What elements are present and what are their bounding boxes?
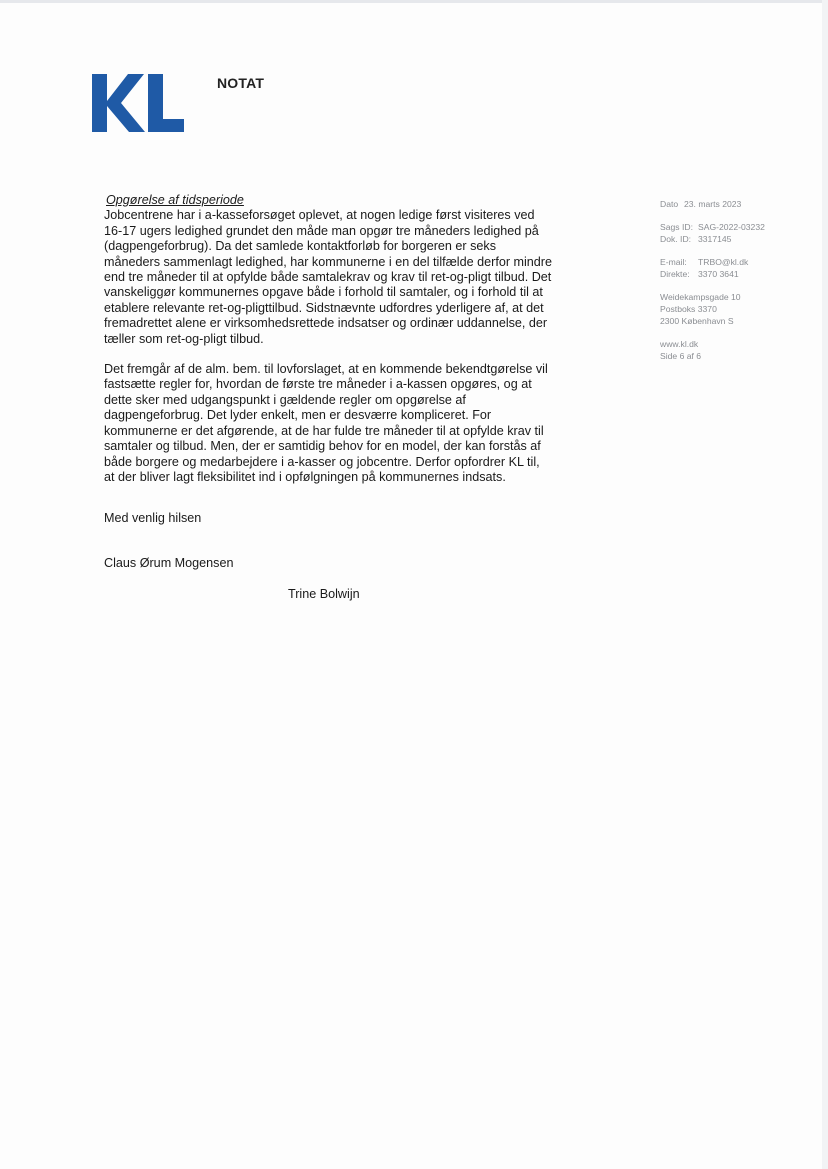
address-line-2: Postboks 3370 bbox=[660, 304, 717, 314]
meta-contact-group bbox=[660, 256, 810, 280]
email-value[interactable]: TRBO@kl.dk bbox=[698, 257, 749, 267]
meta-ids-group bbox=[660, 221, 810, 245]
document-type: NOTAT bbox=[217, 75, 265, 91]
scan-edge-right bbox=[822, 0, 828, 1169]
page-number: Side 6 af 6 bbox=[660, 351, 702, 361]
memo-body bbox=[104, 193, 552, 485]
website-link[interactable]: www.kl.dk bbox=[660, 339, 699, 349]
closing-greeting: Med venlig hilsen bbox=[104, 511, 202, 525]
paragraph-1 bbox=[104, 193, 552, 347]
sags-id-value: SAG-2022-03232 bbox=[698, 222, 765, 232]
date-label: Dato bbox=[660, 199, 679, 209]
meta-date-group bbox=[660, 198, 810, 210]
paragraph-1-text: Jobcentrene har i a-kasseforsøget oplevet, at nogen ledige først visiteres ved 16-17 ugers ledighed grundet den måde man opgør tre måneders ledighed på (dagpengeforbrug). Da det samlede kontaktforløb for borgeren er seks måneders sammenlagt ledighed, har kommunerne i en del tilfælde derfor mindre end tre måneder til at opfylde både samtalekrav og krav til ret-og-pligt tilbud. Det vanskeliggør kommunernes opgave både i forhold til samtaler, og i forhold til at etablere relevante ret-og-pligttilbud. Sidstnævnte udfordres yderligere af, at det fremadrettet alene er virksomhedsrettede indsatser og ordinær uddannelse, der tæller som ret-og-pligt tilbud. bbox=[104, 208, 553, 346]
signer-name-2: Trine Bolwijn bbox=[288, 587, 360, 601]
dok-id-label: Dok. ID: bbox=[660, 234, 692, 244]
email-label: E-mail: bbox=[660, 257, 687, 267]
metadata-column bbox=[660, 198, 810, 373]
paragraph-2: Det fremgår af de alm. bem. til lovforslaget, at en kommende bekendtgørelse vil fastsætte regler for, hvordan de første tre måneder i a-kassen opgøres, og at dette sker med udgangspunkt i gældende regler om opgørelse af dagpengeforbrug. Det lyder enkelt, men er desværre kompliceret. For kommunerne er det afgørende, at de har fulde tre måneder til at opfylde krav til samtaler og tilbud. Men, der er samtidig behov for en model, der kan forstås af både borgere og medarbejdere i a-kasser og jobcentre. Derfor opfordrer KL til, at der bliver lagt fleksibilitet ind i opfølgningen på kommunernes indsats. bbox=[104, 362, 548, 484]
scan-edge-top bbox=[0, 0, 828, 3]
address-line-3: 2300 København S bbox=[660, 316, 734, 326]
direct-phone-value: 3370 3641 bbox=[698, 269, 739, 279]
direct-phone-label: Direkte: bbox=[660, 269, 690, 279]
meta-web-group bbox=[660, 338, 810, 362]
meta-address-group bbox=[660, 291, 810, 327]
dok-id-value: 3317145 bbox=[698, 234, 732, 244]
address-line-1: Weidekampsgade 10 bbox=[660, 292, 741, 302]
date-value: 23. marts 2023 bbox=[684, 199, 742, 209]
kl-logo bbox=[92, 74, 184, 132]
sags-id-label: Sags ID: bbox=[660, 222, 693, 232]
signer-name-1: Claus Ørum Mogensen bbox=[104, 556, 234, 570]
section-heading: Opgørelse af tidsperiode bbox=[106, 193, 244, 207]
